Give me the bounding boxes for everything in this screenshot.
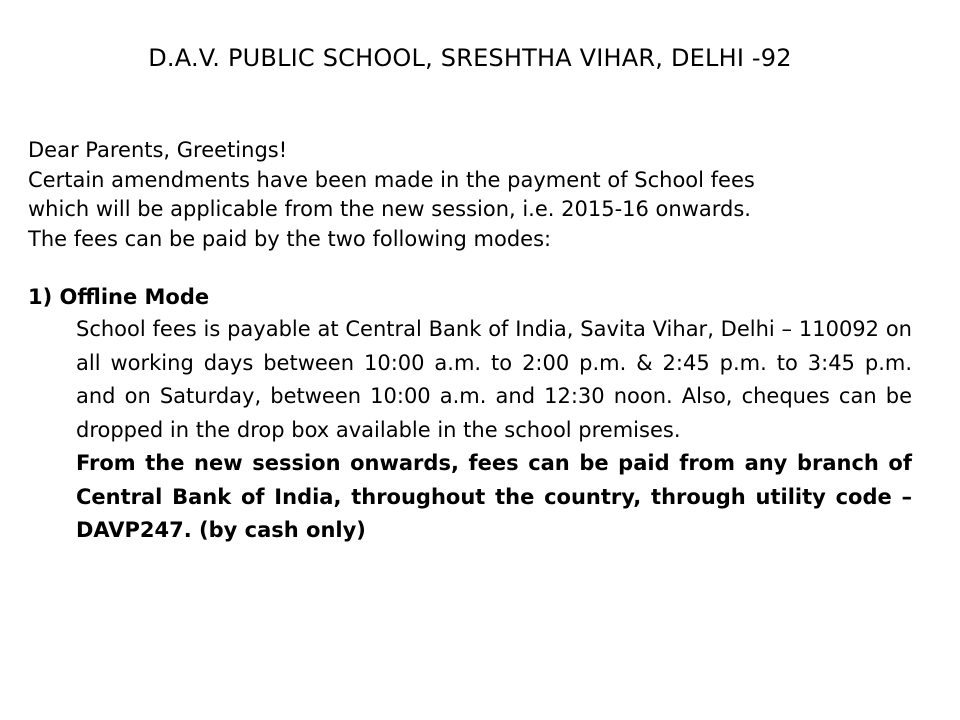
offline-mode-body (76, 313, 912, 548)
intro-line: The fees can be paid by the two following modes: (28, 226, 552, 251)
intro-text (28, 136, 928, 254)
greeting-line: Dear Parents, Greetings! (28, 138, 288, 162)
offline-mode-heading: 1) Offline Mode (28, 285, 210, 309)
intro-line: Certain amendments have been made in the payment of School fees (28, 167, 755, 192)
offline-mode-paragraph: School fees is payable at Central Bank of India, Savita Vihar, Delhi – 110092 on all working days between 10:00 a.m. to 2:00 p.m. & 2:45 p.m. to 3:45 p.m. and on Saturday, between 10:00 a.m. and 12:30 noon. Also, cheques can be dropped in the drop box available in the school premises. (76, 317, 912, 442)
page-title: D.A.V. PUBLIC SCHOOL, SRESHTHA VIHAR, DELHI -92 (148, 44, 792, 72)
intro-line: which will be applicable from the new session, i.e. 2015-16 onwards. (28, 197, 751, 221)
offline-mode-bold-paragraph: From the new session onwards, fees can be paid from any branch of Central Bank of India, throughout the country, through utility code – DAVP247. (by cash only) (76, 451, 912, 542)
